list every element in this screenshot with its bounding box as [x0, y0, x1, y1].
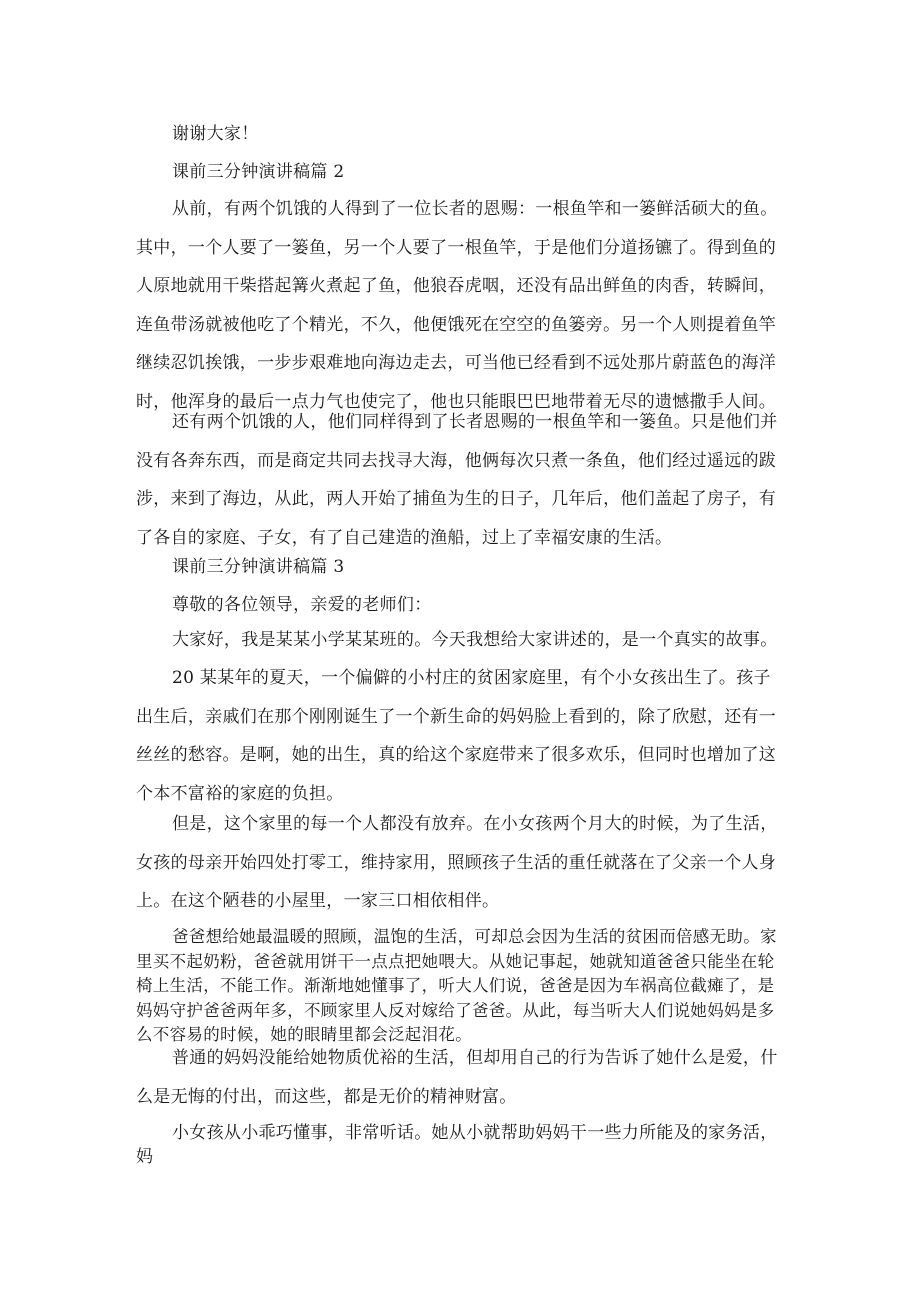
greeting-paragraph: 大家好，我是某某小学某某班的。今天我想给大家讲述的，是一个真实的故事。 [172, 630, 778, 650]
salutation: 尊敬的各位领导，亲爱的老师们： [172, 595, 432, 615]
paragraph-girl: 小女孩从小乖巧懂事，非常听话。她从小就帮助妈妈干一些力所能及的家务活，妈 [136, 1123, 778, 1167]
paragraph-fable-1: 从前，有两个饥饿的人得到了一位长者的恩赐：一根鱼竿和一篓鲜活硕大的鱼。其中，一个人要了一篓鱼，另一个人要了一根鱼竿，于是他们分道扬镳了。得到鱼的人原地就用干柴搭起篝火煮起了鱼，他狼吞虎咽，还没有品出鲜鱼的肉香，转瞬间，连鱼带汤就被他吃了个精光，不久，他便饿死在空空的鱼篓旁。另一个人则提着鱼竿继续忍饥挨饿，一步步艰难地向海边走去，可当他已经看到不远处那片蔚蓝色的海洋时，他浑身的最后一点力气也使完了，他也只能眼巴巴地带着无尽的遗憾撒手人间。 [136, 199, 778, 412]
section-heading-2: 课前三分钟演讲稿篇 2 [172, 162, 345, 182]
paragraph-mother: 普通的妈妈没能给她物质优裕的生活，但却用自己的行为告诉了她什么是爱，什么是无悔的付出，而这些，都是无价的精神财富。 [136, 1048, 778, 1107]
paragraph-father: 爸爸想给她最温暖的照顾，温饱的生活，可却总会因为生活的贫困而倍感无助。家里买不起奶粉，爸爸就用饼干一点点把她喂大。从她记事起，她就知道爸爸只能坐在轮椅上生活，不能工作。渐渐地她懂事了，听大人们说，爸爸是因为车祸高位截瘫了，是妈妈守护爸爸两年多，不顾家里人反对嫁给了爸爸。从此，每当听大人们说她妈妈是多么不容易的时候，她的眼睛里都会泛起泪花。 [136, 927, 777, 1044]
section-heading-3: 课前三分钟演讲稿篇 3 [172, 557, 345, 577]
closing-line: 谢谢大家！ [172, 124, 259, 144]
paragraph-fable-2: 还有两个饥饿的人，他们同样得到了长者恩赐的一根鱼竿和一篓鱼。只是他们并没有各奔东西，而是商定共同去找寻大海，他俩每次只煮一条鱼，他们经过遥远的跋涉，来到了海边，从此，两人开始了捕鱼为生的日子，几年后，他们盖起了房子，有了各自的家庭、子女，有了自己建造的渔船，过上了幸福安康的生活。 [136, 412, 778, 548]
paragraph-family: 但是，这个家里的每一个人都没有放弃。在小女孩两个月大的时候，为了生活，女孩的母亲开始四处打零工，维持家用，照顾孩子生活的重任就落在了父亲一个人身上。在这个陋巷的小屋里，一家三口相依相伴。 [136, 814, 778, 911]
paragraph-birth: 20 某某年的夏天，一个偏僻的小村庄的贫困家庭里，有个小女孩出生了。孩子出生后，亲戚们在那个刚刚诞生了一个新生命的妈妈脸上看到的，除了欣慰，还有一丝丝的愁容。是啊，她的出生，真的给这个家庭带来了很多欢乐，但同时也增加了这个本不富裕的家庭的负担。 [136, 668, 777, 804]
